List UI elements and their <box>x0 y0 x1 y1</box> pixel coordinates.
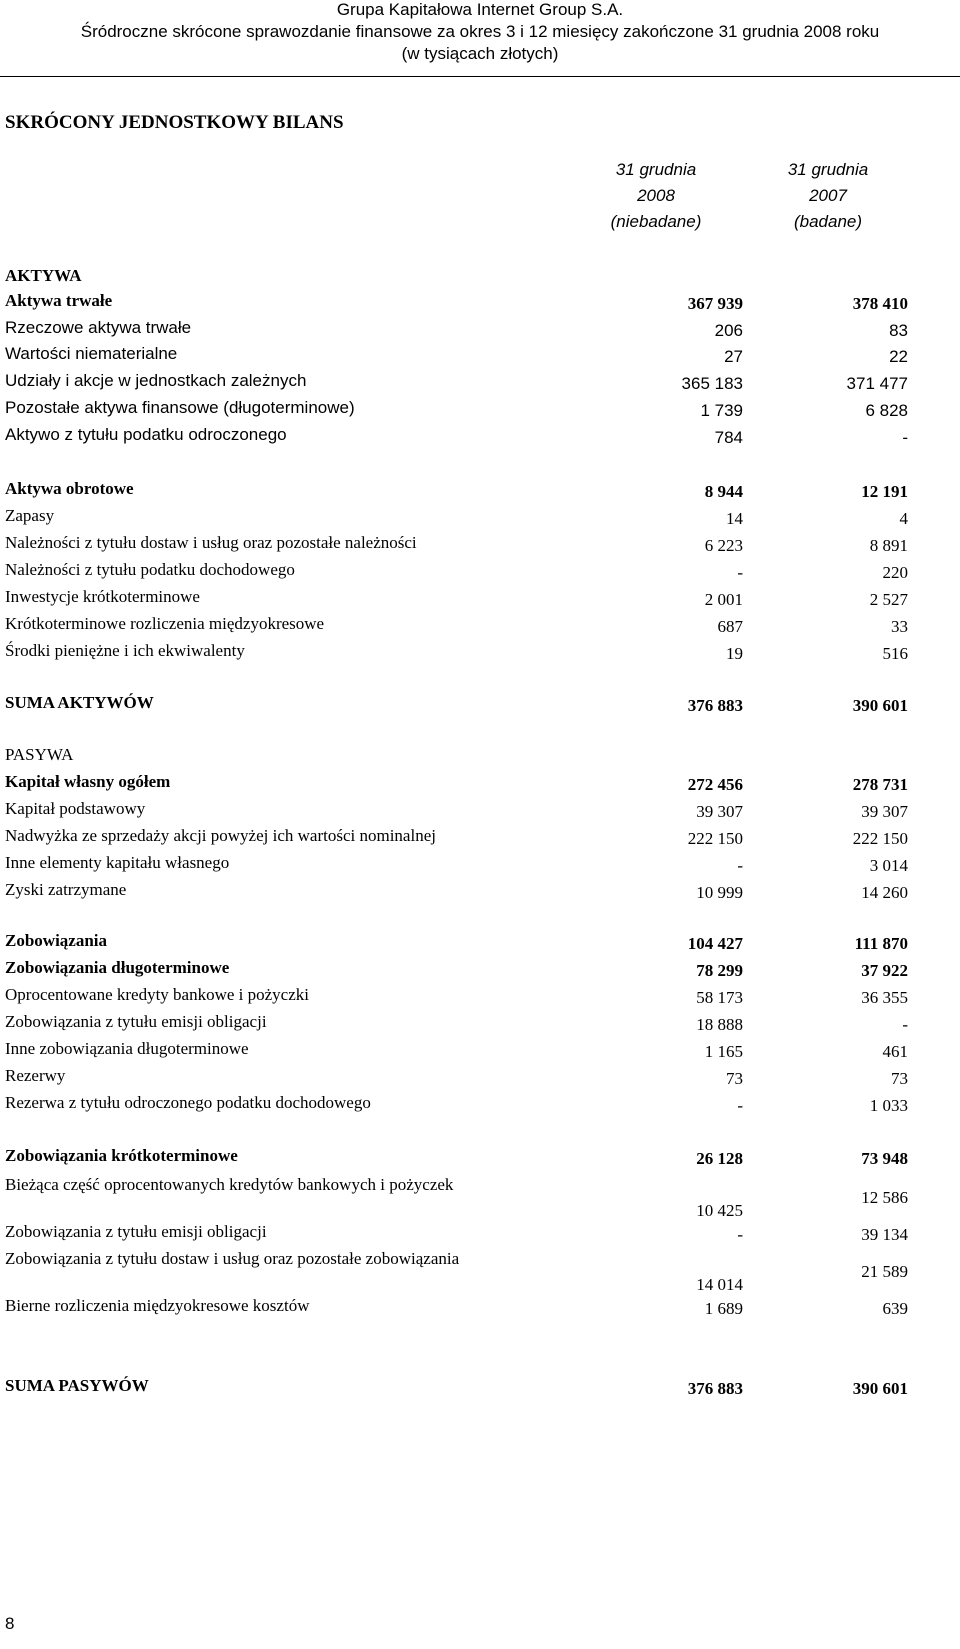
table-row <box>0 799 960 825</box>
column-audit-status: (badane) <box>793 212 863 231</box>
row-label: Inne elementy kapitału własnego <box>5 853 230 872</box>
report-title: Śródroczne skrócone sprawozdanie finansowe za okres 3 i 12 miesięcy zakończone 31 grudnia 2008 roku <box>80 22 880 41</box>
value-2007: 461 <box>882 1042 908 1061</box>
value-2008: 376 883 <box>687 696 743 715</box>
row-label: Kapitał własny ogółem <box>5 772 171 791</box>
value-2008: 222 150 <box>687 829 743 848</box>
table-row <box>0 1039 960 1065</box>
value-2008: 39 307 <box>696 802 743 821</box>
table-row <box>0 958 960 984</box>
assets-heading: AKTYWA <box>5 266 82 285</box>
value-2008: 27 <box>724 347 743 366</box>
table-row <box>0 1172 960 1224</box>
column-year: 2007 <box>809 186 847 205</box>
page-number: 8 <box>5 1614 15 1633</box>
table-row <box>0 931 960 957</box>
value-2008: 367 939 <box>687 294 743 313</box>
table-row <box>0 772 960 798</box>
value-2007: 390 601 <box>852 696 908 715</box>
row-label: Zyski zatrzymane <box>5 880 127 899</box>
value-2007: 516 <box>882 644 908 663</box>
value-2008: 26 128 <box>696 1149 743 1168</box>
row-label: Zobowiązania krótkoterminowe <box>5 1146 238 1165</box>
table-row <box>0 853 960 879</box>
total-liabilities-row <box>0 1376 960 1402</box>
value-2007: 12 191 <box>861 482 908 501</box>
total-assets-row <box>0 693 960 719</box>
value-2007: 83 <box>889 321 908 340</box>
row-label: Pozostałe aktywa finansowe (długoterminowe) <box>5 398 355 417</box>
value-2008: - <box>737 1225 743 1244</box>
row-label: Inne zobowiązania długoterminowe <box>5 1039 249 1058</box>
table-row <box>0 371 960 397</box>
table-row <box>0 1093 960 1119</box>
value-2008: 18 888 <box>696 1015 743 1034</box>
value-2008: 365 183 <box>681 374 743 393</box>
row-label: Należności z tytułu dostaw i usług oraz pozostałe należności <box>5 533 417 552</box>
row-label: Nadwyżka ze sprzedaży akcji powyżej ich wartości nominalnej <box>5 826 436 845</box>
value-2007: 390 601 <box>852 1379 908 1398</box>
value-2007: 14 260 <box>861 883 908 902</box>
value-2007: 73 <box>891 1069 908 1088</box>
value-2007: 220 <box>882 563 908 582</box>
value-2007: 2 527 <box>869 590 908 609</box>
table-row <box>0 533 960 559</box>
row-label: Zobowiązania długoterminowe <box>5 958 230 977</box>
column-header-2007 <box>758 157 898 235</box>
column-year: 2008 <box>637 186 675 205</box>
column-audit-status: (niebadane) <box>610 212 702 231</box>
value-2008: 78 299 <box>696 961 743 980</box>
table-row <box>0 560 960 586</box>
row-label: Zobowiązania <box>5 931 108 950</box>
value-2007: 4 <box>899 509 908 528</box>
value-2008: 687 <box>717 617 743 636</box>
row-label: Kapitał podstawowy <box>5 799 146 818</box>
value-2007: 3 014 <box>869 856 908 875</box>
value-2008: 8 944 <box>704 482 743 501</box>
row-label: Należności z tytułu podatku dochodowego <box>5 560 295 579</box>
table-row <box>0 318 960 344</box>
row-label: Zapasy <box>5 506 55 525</box>
value-2007: 73 948 <box>861 1149 908 1168</box>
statement-title: SKRÓCONY JEDNOSTKOWY BILANS <box>5 112 344 133</box>
table-row <box>0 1296 960 1322</box>
row-label: Rezerwy <box>5 1066 66 1085</box>
value-2007: 111 870 <box>854 934 908 953</box>
table-row <box>0 344 960 370</box>
value-2008: - <box>737 1096 743 1115</box>
value-2007: 39 134 <box>861 1225 908 1244</box>
value-2008: 19 <box>726 644 743 663</box>
table-row <box>0 985 960 1011</box>
value-2008: 1 739 <box>700 401 743 420</box>
table-row <box>0 425 960 451</box>
row-label: Zobowiązania z tytułu emisji obligacji <box>5 1222 267 1241</box>
row-label: Rzeczowe aktywa trwałe <box>5 318 192 337</box>
liabilities-heading: PASYWA <box>5 745 74 764</box>
value-2008: 104 427 <box>687 934 743 953</box>
value-2008: 206 <box>714 321 743 340</box>
row-label: Zobowiązania z tytułu emisji obligacji <box>5 1012 267 1031</box>
value-2008: 10 999 <box>696 883 743 902</box>
value-2008: 14 014 <box>696 1275 743 1294</box>
value-2008: 2 001 <box>704 590 743 609</box>
value-2007: 639 <box>882 1299 908 1318</box>
row-label: Bieżąca część oprocentowanych kredytów bankowych i pożyczek <box>5 1175 454 1194</box>
value-2008: 14 <box>726 509 743 528</box>
row-label: Udziały i akcje w jednostkach zależnych <box>5 371 307 390</box>
table-row <box>0 506 960 532</box>
table-row <box>0 614 960 640</box>
row-label: Bierne rozliczenia międzyokresowe kosztów <box>5 1296 310 1315</box>
row-label: SUMA PASYWÓW <box>5 1376 149 1395</box>
row-label: Wartości niematerialne <box>5 344 178 363</box>
table-row <box>0 1222 960 1248</box>
report-units: (w tysiącach złotych) <box>401 44 559 63</box>
value-2007: 6 828 <box>865 401 908 420</box>
row-label: SUMA AKTYWÓW <box>5 693 154 712</box>
value-2007: 1 033 <box>869 1096 908 1115</box>
value-2007: 371 477 <box>846 374 908 393</box>
value-2007: 37 922 <box>861 961 908 980</box>
table-row <box>0 479 960 505</box>
table-row <box>0 1066 960 1092</box>
value-2008: 1 689 <box>704 1299 743 1318</box>
value-2008: 376 883 <box>687 1379 743 1398</box>
value-2007: 8 891 <box>869 536 908 555</box>
value-2008: 73 <box>726 1069 743 1088</box>
value-2007: 22 <box>889 347 908 366</box>
value-2007: - <box>902 428 908 447</box>
value-2007: 12 586 <box>861 1188 908 1207</box>
table-row <box>0 291 960 317</box>
value-2007: 222 150 <box>852 829 908 848</box>
table-row <box>0 641 960 667</box>
value-2008: 784 <box>714 428 743 447</box>
column-header-2008 <box>586 157 726 235</box>
row-label: Aktywa obrotowe <box>5 479 134 498</box>
table-row <box>0 1146 960 1172</box>
table-row <box>0 1012 960 1038</box>
value-2008: 6 223 <box>704 536 743 555</box>
table-row <box>0 826 960 852</box>
value-2008: 10 425 <box>696 1201 743 1220</box>
value-2008: 272 456 <box>687 775 743 794</box>
column-date: 31 grudnia <box>787 160 869 179</box>
row-label: Rezerwa z tytułu odroczonego podatku dochodowego <box>5 1093 371 1112</box>
value-2007: 21 589 <box>861 1262 908 1281</box>
value-2007: 36 355 <box>861 988 908 1007</box>
row-label: Środki pieniężne i ich ekwiwalenty <box>5 641 245 660</box>
table-row <box>0 1246 960 1298</box>
row-label: Aktywa trwałe <box>5 291 113 310</box>
row-label: Zobowiązania z tytułu dostaw i usług oraz pozostałe zobowiązania <box>5 1249 460 1268</box>
value-2007: - <box>902 1015 908 1034</box>
value-2008: 58 173 <box>696 988 743 1007</box>
header-rule <box>0 76 960 77</box>
table-row <box>0 398 960 424</box>
row-label: Inwestycje krótkoterminowe <box>5 587 200 606</box>
company-name: Grupa Kapitałowa Internet Group S.A. <box>336 0 624 19</box>
value-2007: 33 <box>891 617 908 636</box>
value-2008: 1 165 <box>704 1042 743 1061</box>
value-2008: - <box>737 856 743 875</box>
row-label: Oprocentowane kredyty bankowe i pożyczki <box>5 985 309 1004</box>
value-2007: 39 307 <box>861 802 908 821</box>
value-2008: - <box>737 563 743 582</box>
value-2007: 378 410 <box>852 294 908 313</box>
table-row <box>0 880 960 906</box>
table-row <box>0 587 960 613</box>
row-label: Krótkoterminowe rozliczenia międzyokresowe <box>5 614 325 633</box>
column-date: 31 grudnia <box>615 160 697 179</box>
row-label: Aktywo z tytułu podatku odroczonego <box>5 425 287 444</box>
value-2007: 278 731 <box>852 775 908 794</box>
